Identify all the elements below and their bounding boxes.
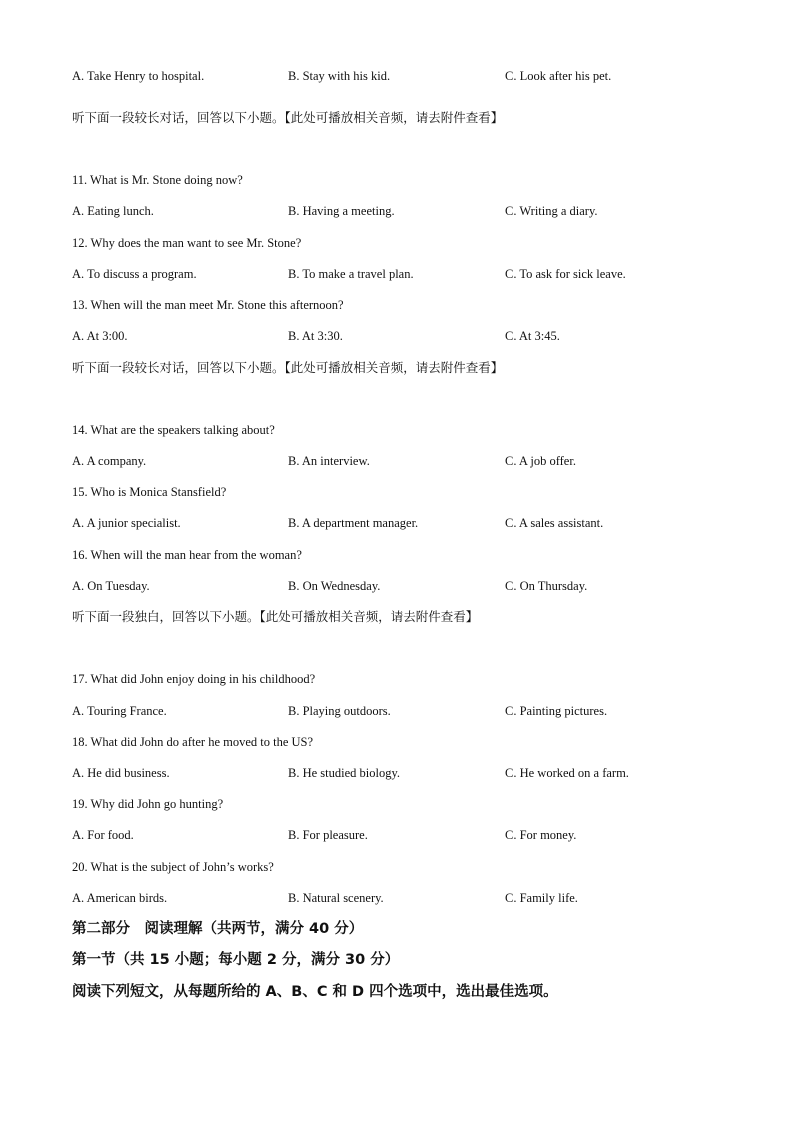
option-c: C. On Thursday. — [505, 579, 588, 593]
option-b: B. To make a travel plan. — [288, 267, 414, 281]
option-c: C. A sales assistant. — [505, 516, 604, 530]
option-c: C. Look after his pet. — [505, 69, 612, 83]
option-c: C. Family life. — [505, 891, 578, 905]
question-16: 16. When will the man hear from the woman? — [72, 548, 302, 562]
option-c: C. Painting pictures. — [505, 704, 608, 718]
reading-directions: 阅读下列短文，从每题所给的 A、B、C 和 D 四个选项中，选出最佳选项。 — [72, 984, 558, 1000]
option-a: A. Take Henry to hospital. — [72, 69, 205, 83]
listening-instruction: 听下面一段较长对话，回答以下小题。【此处可播放相关音频，请去附件查看】 — [72, 110, 504, 125]
option-c: C. He worked on a farm. — [505, 766, 629, 780]
option-a: A. Touring France. — [72, 704, 167, 718]
question-17: 17. What did John enjoy doing in his childhood? — [72, 672, 316, 686]
option-b: B. Stay with his kid. — [288, 69, 391, 83]
question-20: 20. What is the subject of John’s works? — [72, 860, 274, 874]
listening-instruction: 听下面一段较长对话，回答以下小题。【此处可播放相关音频，请去附件查看】 — [72, 360, 504, 375]
option-a: A. For food. — [72, 828, 134, 842]
option-a: A. American birds. — [72, 891, 168, 905]
question-13: 13. When will the man meet Mr. Stone this afternoon? — [72, 298, 344, 312]
option-b: B. An interview. — [288, 454, 370, 468]
option-b: B. Natural scenery. — [288, 891, 384, 905]
question-12: 12. Why does the man want to see Mr. Stone? — [72, 236, 302, 250]
option-c: C. Writing a diary. — [505, 204, 598, 218]
option-a: A. At 3:00. — [72, 329, 128, 343]
option-a: A. To discuss a program. — [72, 267, 197, 281]
option-a: A. A company. — [72, 454, 147, 468]
listening-instruction: 听下面一段独白，回答以下小题。【此处可播放相关音频，请去附件查看】 — [72, 609, 479, 624]
option-c: C. At 3:45. — [505, 329, 560, 343]
option-a: A. Eating lunch. — [72, 204, 154, 218]
option-b: B. A department manager. — [288, 516, 419, 530]
option-c: C. For money. — [505, 828, 577, 842]
option-b: B. At 3:30. — [288, 329, 343, 343]
option-b: B. For pleasure. — [288, 828, 368, 842]
option-c: C. A job offer. — [505, 454, 576, 468]
question-19: 19. Why did John go hunting? — [72, 797, 224, 811]
question-15: 15. Who is Monica Stansfield? — [72, 485, 227, 499]
option-b: B. Playing outdoors. — [288, 704, 391, 718]
option-a: A. He did business. — [72, 766, 170, 780]
section-one-title: 第一节（共 15 小题；每小题 2 分，满分 30 分） — [72, 952, 400, 968]
question-14: 14. What are the speakers talking about? — [72, 423, 275, 437]
option-b: B. Having a meeting. — [288, 204, 395, 218]
option-c: C. To ask for sick leave. — [505, 267, 626, 281]
option-a: A. On Tuesday. — [72, 579, 150, 593]
option-b: B. He studied biology. — [288, 766, 401, 780]
option-b: B. On Wednesday. — [288, 579, 381, 593]
part-two-title: 第二部分 阅读理解（共两节，满分 40 分） — [72, 921, 364, 937]
option-a: A. A junior specialist. — [72, 516, 181, 530]
question-18: 18. What did John do after he moved to the US? — [72, 735, 314, 749]
question-11: 11. What is Mr. Stone doing now? — [72, 173, 243, 187]
